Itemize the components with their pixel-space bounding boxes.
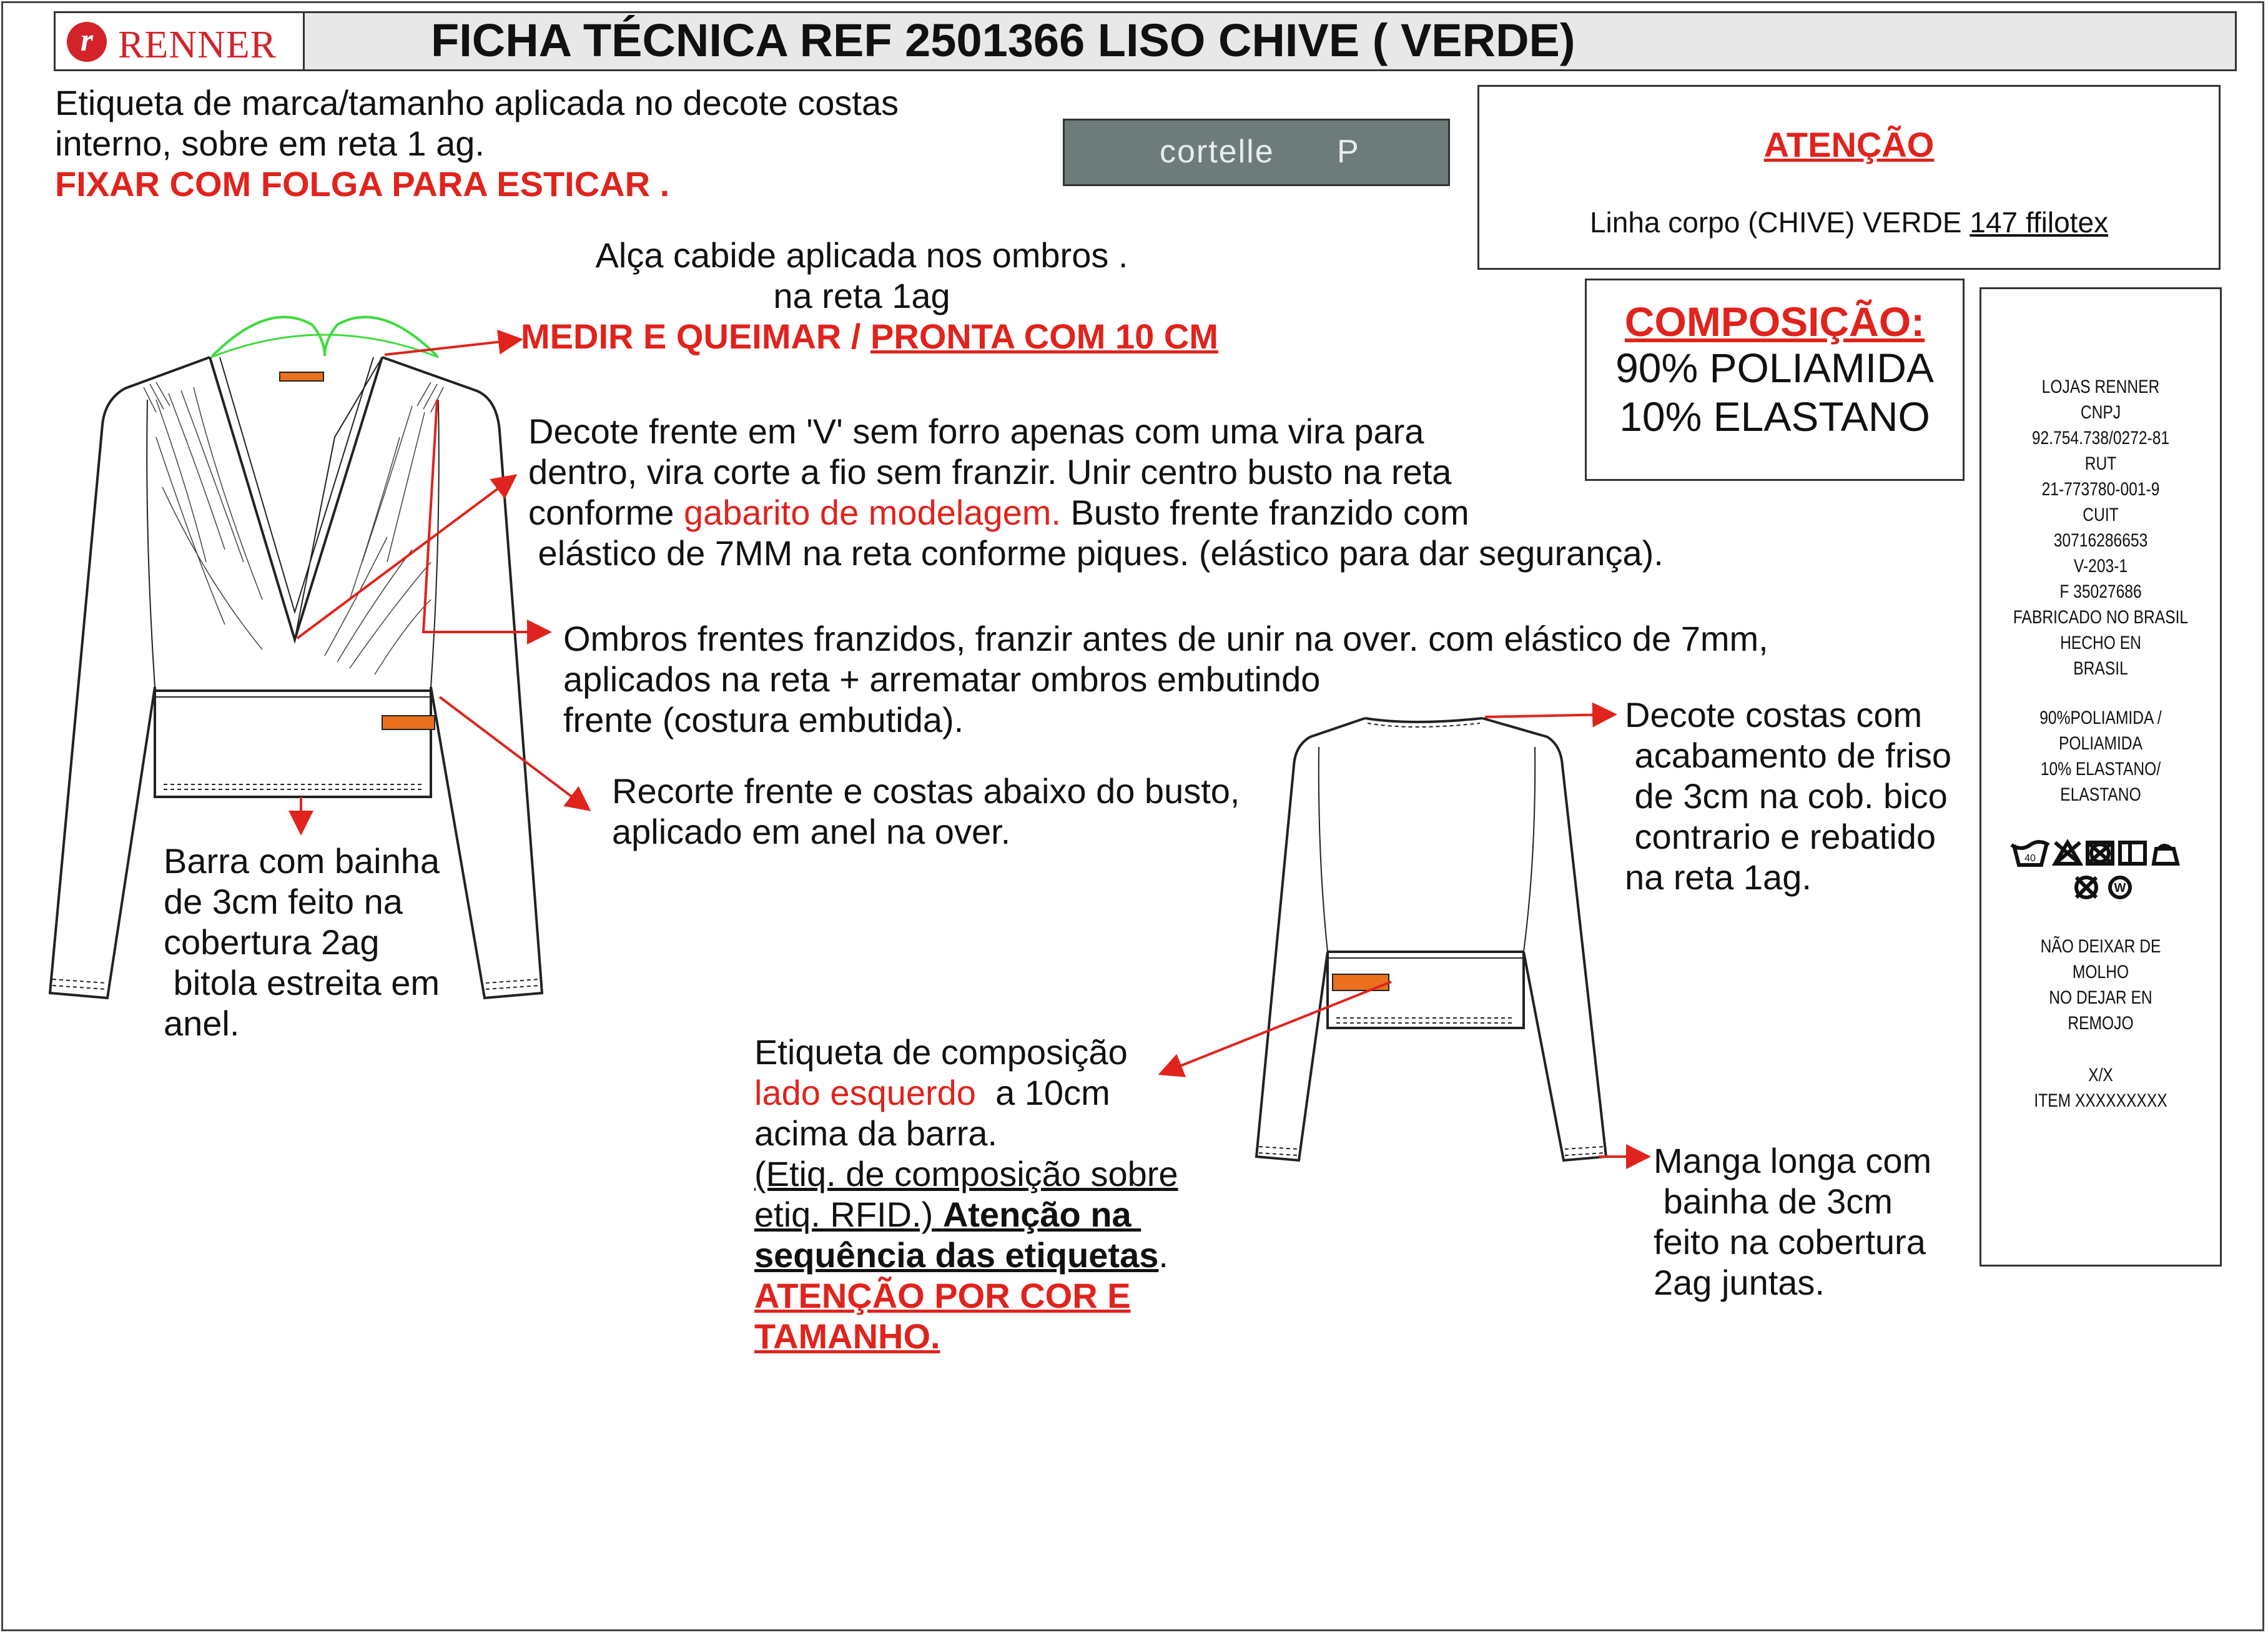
neckline-line3-b: Busto frente franzido com [1060, 493, 1469, 532]
hem-note-line5: anel. [164, 1004, 240, 1043]
back-composition-label-marker [1333, 974, 1389, 990]
size-tag-size: P [1337, 134, 1359, 170]
hem-note-line1: Barra com bainha [164, 841, 440, 881]
cut-note-line1: Recorte frente e costas abaixo do busto, [612, 771, 1240, 811]
sleeve-note-line3: feito na cobertura [1654, 1222, 1926, 1262]
neckline-line3-a: conforme [528, 493, 684, 532]
neckline-note-line4: elástico de 7MM na reta conforme piques. (elástico para dar segurança). [528, 533, 1664, 573]
composition-title: COMPOSIÇÃO: [1624, 299, 1925, 345]
hem-note-line3: cobertura 2ag [164, 922, 380, 962]
back-neck-note-line5: na reta 1ag. [1625, 857, 1812, 897]
hem-note-line2: de 3cm feito na [164, 882, 403, 921]
care-label-company: LOJAS RENNER CNPJ 92.754.738/0272-81 RUT 21-773780-001-9 CUIT 30716286653 V-203-1 F 35027686 FABRICADO NO BRASIL HECHO EN BRASIL [2013, 377, 2189, 679]
cut-note-line2: aplicado em anel na over. [612, 812, 1011, 851]
page-title: FICHA TÉCNICA REF 2501366 LISO CHIVE ( VERDE) [431, 14, 1575, 66]
svg-text:W: W [2114, 881, 2126, 895]
comp-label-warning-line1: ATENÇÃO POR COR E [754, 1276, 1131, 1315]
hanger-note-line2: na reta 1ag [773, 276, 950, 315]
attention-title: ATENÇÃO [1763, 125, 1935, 164]
hem-note-line4: bitola estreita em [164, 963, 440, 1002]
attention-line-thread: 147 ffilotex [1970, 206, 2109, 239]
sleeve-note-line4: 2ag juntas. [1654, 1263, 1825, 1302]
sleeve-note-line1: Manga longa com [1654, 1141, 1932, 1180]
care-wash-temp: 40 [2024, 853, 2036, 864]
hanger-note-line1: Alça cabide aplicada nos ombros . [595, 235, 1128, 275]
arrow-shoulders [423, 400, 547, 632]
brand-name: RENNER [118, 24, 277, 66]
back-view-drawing [1256, 718, 1606, 1160]
comp-label-note-line1: Etiqueta de composição [754, 1032, 1128, 1072]
arrow-neckline [297, 477, 513, 638]
comp-label-side: lado esquerdo [754, 1073, 976, 1112]
annotation-arrows [297, 340, 1646, 1157]
neckline-note-line2: dentro, vira corte a fio sem franzir. Unir centro busto na reta [528, 452, 1452, 491]
hanger-warning-a: MEDIR E QUEIMAR / [521, 317, 871, 356]
brand-label-marker [280, 372, 323, 381]
composition-line2: 10% ELASTANO [1619, 393, 1930, 440]
brand-label-note-line2: interno, sobre em reta 1 ag. [55, 124, 485, 163]
front-view-drawing [50, 317, 542, 998]
comp-label-sequence: sequência das etiquetas [754, 1235, 1159, 1275]
composition-line1: 90% POLIAMIDA [1615, 345, 1934, 391]
brand-label-note-line1: Etiqueta de marca/tamanho aplicada no decote costas [55, 83, 899, 122]
comp-label-distance: a 10cm [975, 1073, 1110, 1112]
comp-label-note-line4: (Etiq. de composição sobre [754, 1154, 1178, 1193]
brand-label-note-warning: FIXAR COM FOLGA PARA ESTICAR . [55, 164, 670, 204]
arrow-cut [440, 697, 587, 808]
arrow-back-neck [1485, 714, 1612, 717]
care-label-warning: NÃO DEIXAR DE MOLHO NO DEJAR EN REMOJO [2040, 936, 2161, 1034]
hanger-warning-b: PRONTA COM 10 CM [870, 317, 1218, 356]
arrow-hanger [385, 340, 518, 355]
back-neck-note-line3: de 3cm na cob. bico [1625, 776, 1948, 816]
attention-line-text: Linha corpo (CHIVE) VERDE [1589, 206, 1970, 239]
brand-mark: r [67, 22, 107, 62]
shoulders-note-line2: aplicados na reta + arrematar ombros embutindo [563, 659, 1321, 699]
sleeve-note-line2: bainha de 3cm [1654, 1182, 1893, 1221]
care-label-composition: 90%POLIAMIDA / POLIAMIDA 10% ELASTANO/ ELASTANO [2039, 708, 2162, 805]
comp-label-note-line3: acima da barra. [754, 1114, 998, 1153]
composition-label-marker [382, 716, 435, 729]
back-neck-note-line4: contrario e rebatido [1625, 817, 1936, 856]
shoulders-note-line1: Ombros frentes franzidos, franzir antes de unir na over. com elástico de 7mm, [563, 619, 1768, 658]
neckline-line3-red: gabarito de modelagem. [684, 493, 1061, 532]
back-neck-note-line1: Decote costas com [1625, 695, 1923, 734]
care-label-item: X/X ITEM XXXXXXXXX [2034, 1065, 2167, 1111]
comp-label-rfid: etiq. RFID.) [754, 1195, 943, 1234]
comp-label-period: . [1158, 1235, 1168, 1275]
size-tag-brand: cortelle [1160, 134, 1275, 170]
neckline-note-line1: Decote frente em 'V' sem forro apenas com uma vira para [528, 412, 1424, 451]
shoulders-note-line3: frente (costura embutida). [563, 700, 964, 739]
comp-label-warning-line2: TAMANHO. [754, 1316, 940, 1356]
comp-label-attention: Atenção na [942, 1195, 1141, 1234]
back-neck-note-line2: acabamento de friso [1625, 736, 1951, 775]
